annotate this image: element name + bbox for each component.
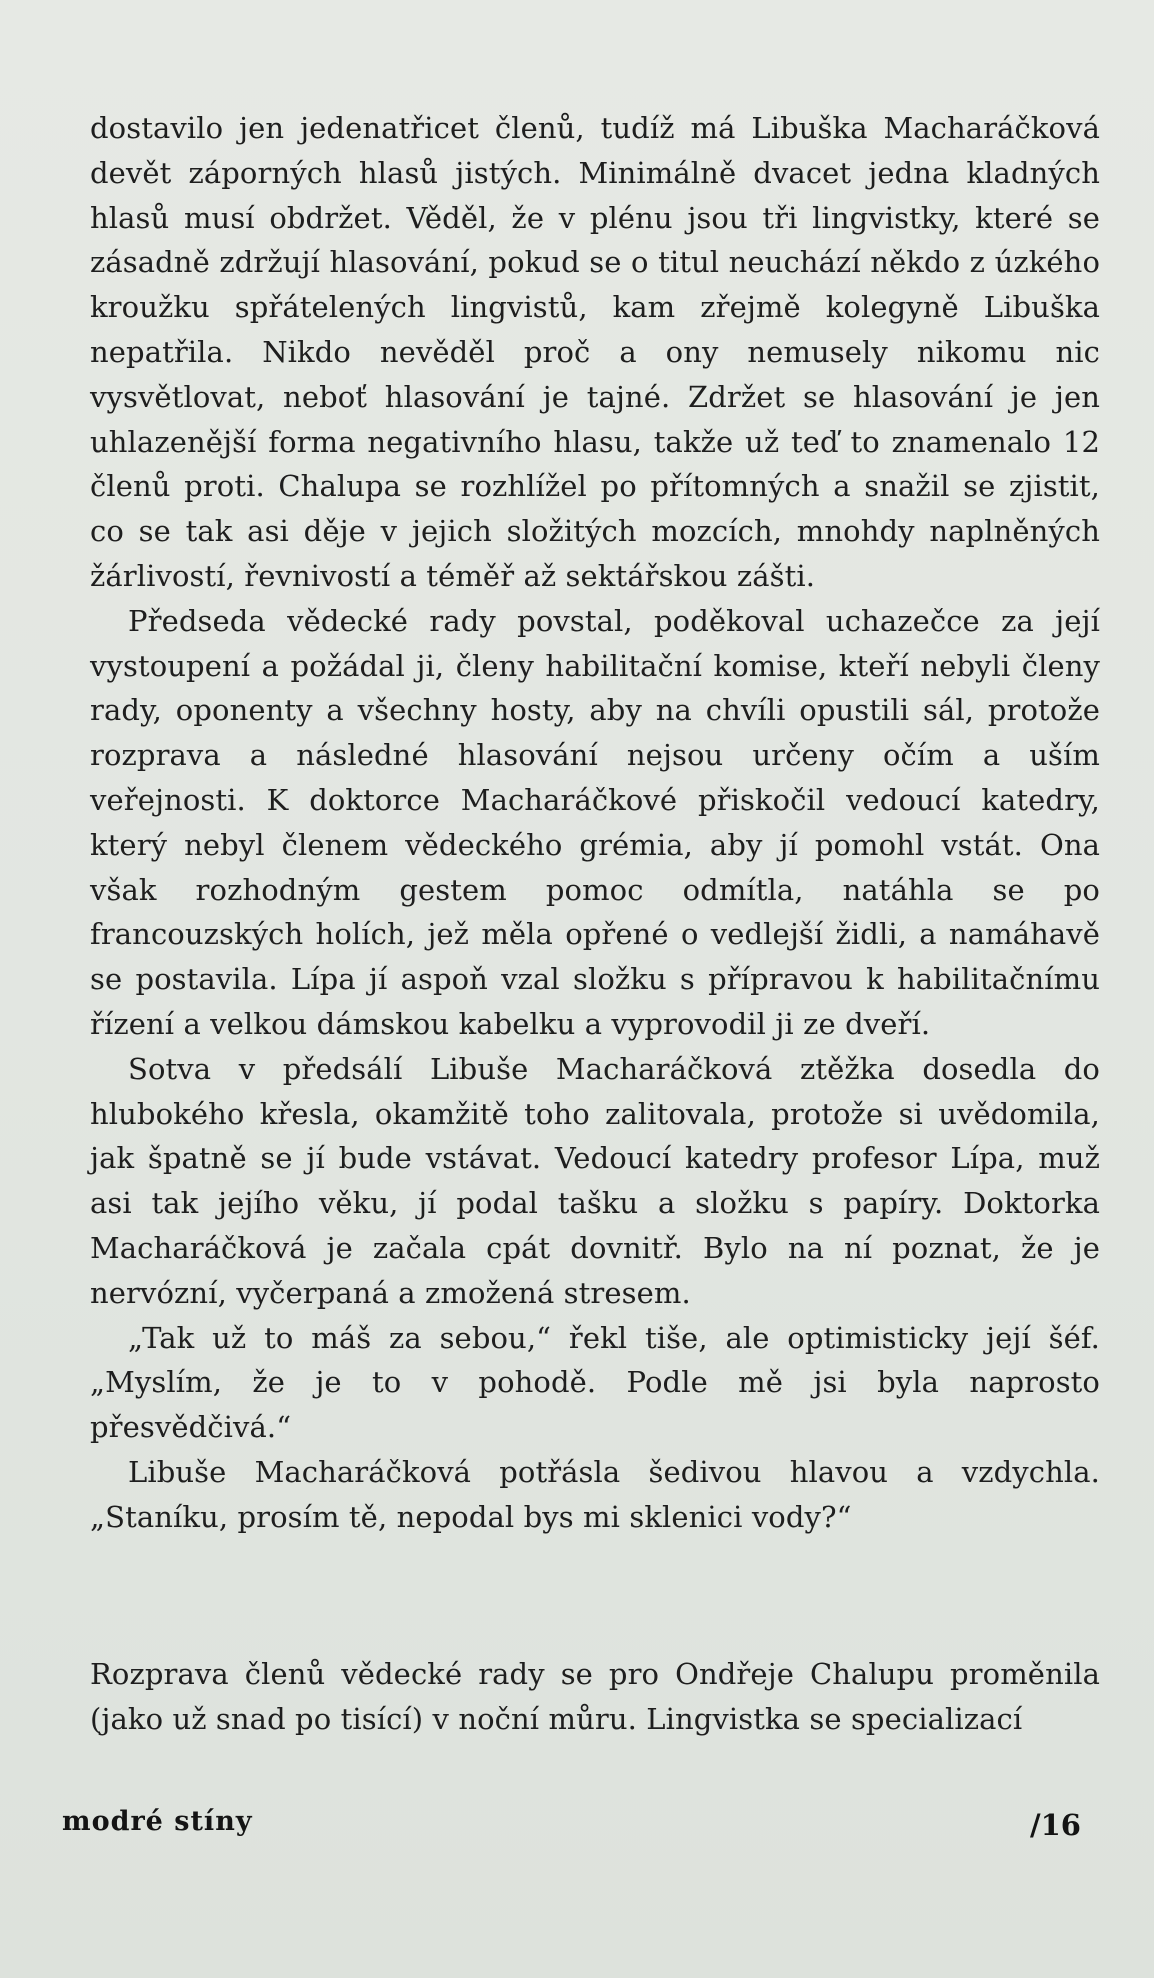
paragraph-1: dostavilo jen jedenatřicet členů, tudíž má Libuška Macharáčková devět záporných hlasů jistých. Minimálně dvacet jedna kladných hlasů musí obdržet. Věděl, že v plénu jsou tři lingvistky, které se zásadně zdržují hlasování, pokud se o titul neuchází někdo z úzkého kroužku spřátelených lingvistů, kam zřejmě kolegyně Libuška nepatřila. Nikdo nevěděl proč a ony nemusely nikomu nic vysvětlovat, neboť hlasování je tajné. Zdržet se hlasování je jen uhlazenější forma negativního hlasu, takže už teď to znamenalo 12 členů proti. Chalupa se rozhlížel po přítomných a snažil se zjistit, co se tak asi děje v jejich složitých mozcích, mnohdy naplněných žárlivostí, řevnivostí a téměř až sektářskou zášti. [90, 111, 1100, 593]
paragraph-2: Předseda vědecké rady povstal, poděkoval uchazečce za její vystoupení a požádal ji, členy habilitační komise, kteří nebyli členy rady, oponenty a všechny hosty, aby na chvíli opustili sál, protože rozprava a následné hlasování nejsou určeny očím a uším veřejnosti. K doktorce Macharáčkové přiskočil vedoucí katedry, který nebyl členem vědeckého grémia, aby jí pomohl vstát. Ona však rozhodným gestem pomoc odmítla, natáhla se po francouzských holích, jež měla opřené o vedlejší židli, a namáhavě se postavila. Lípa jí aspoň vzal složku s přípravou k habilitačnímu řízení a velkou dámskou kabelku a vyprovodil ji ze dveří. [90, 603, 1100, 1041]
page-number: /16 [1030, 1808, 1081, 1842]
running-footer-title: modré stíny [62, 1806, 253, 1837]
paragraph-5: Libuše Macharáčková potřásla šedivou hlavou a vzdychla. „Staníku, prosím tě, nepodal bys mi sklenici vody?“ [90, 1454, 1100, 1534]
section-paragraph: Rozprava členů vědecké rady se pro Ondřeje Chalupu proměnila (jako už snad po tisící) v noční můru. Lingvistka se specializací [90, 1657, 1100, 1736]
section-text-block [90, 1652, 1100, 1742]
paragraph-4: „Tak už to máš za sebou,“ řekl tiše, ale optimisticky její šéf. „Myslím, že je to v pohodě. Podle mě jsi byla naprosto přesvědčivá.“ [90, 1320, 1100, 1445]
paragraph-3: Sotva v předsálí Libuše Macharáčková ztěžka dosedla do hlubokého křesla, okamžitě toho zalitovala, protože si uvědomila, jak špatně se jí bude vstávat. Vedoucí katedry profesor Lípa, muž asi tak jejího věku, jí podal tašku a složku s papíry. Doktorka Macharáčková je začala cpát dovnitř. Bylo na ní poznat, že je nervózní, vyčerpaná a zmožená stresem. [90, 1051, 1100, 1310]
main-text-block [90, 106, 1100, 1540]
